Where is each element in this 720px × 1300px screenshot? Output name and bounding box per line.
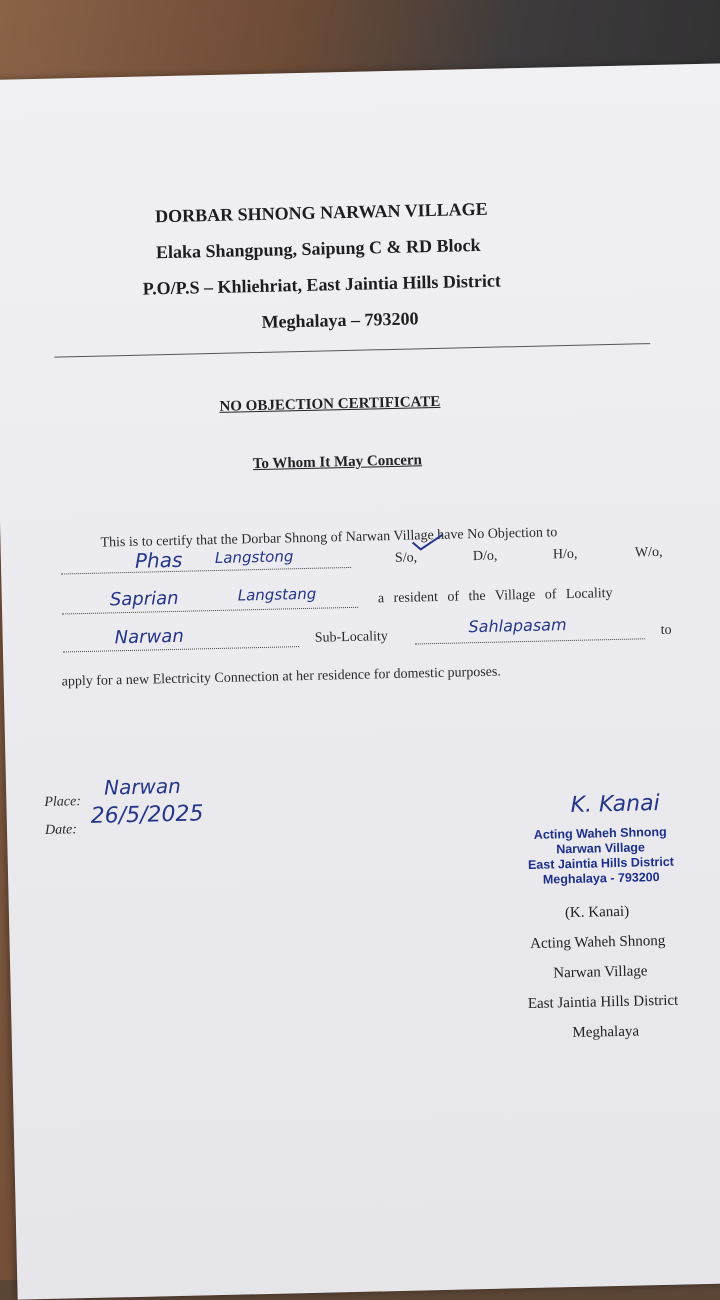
stamp-line: East Jaintia Hills District xyxy=(527,854,675,872)
handwritten-name-last: Langstong xyxy=(214,547,294,568)
handwritten-parent-first: Saprian xyxy=(109,587,179,611)
check-mark-icon xyxy=(410,532,444,553)
signatory-designation: Acting Waheh Shnong xyxy=(529,932,666,952)
signatory-state: Meghalaya xyxy=(572,1023,640,1042)
certificate-intro: This is to certify that the Dorbar Shnong of Narwan Village have No Objection to xyxy=(100,525,558,551)
stamp-line: Narwan Village xyxy=(556,840,646,857)
relation-so: S/o, xyxy=(394,550,418,566)
official-stamp xyxy=(505,824,696,888)
relation-ho: H/o, xyxy=(552,546,578,563)
sub-locality-label: Sub-Locality xyxy=(314,629,389,646)
letterhead-state: Meghalaya – 793200 xyxy=(261,308,419,332)
letterhead-title: DORBAR SHNONG NARWAN VILLAGE xyxy=(154,198,488,227)
to-word: to xyxy=(660,622,672,638)
parent-dotted-line xyxy=(62,606,358,615)
certificate-paper xyxy=(0,63,720,1300)
handwritten-place: Narwan xyxy=(103,773,182,800)
relation-wo: W/o, xyxy=(634,544,663,561)
signatory-name: (K. Kanai) xyxy=(564,903,630,922)
handwritten-parent-last: Langstang xyxy=(237,584,317,605)
stamp-line: Meghalaya - 793200 xyxy=(542,870,660,887)
sub-locality-dotted-line xyxy=(415,637,645,644)
resident-text: a resident of the Village of Locality xyxy=(377,586,613,607)
header-divider xyxy=(54,343,650,358)
letterhead-address: Elaka Shangpung, Saipung C & RD Block xyxy=(155,234,481,263)
signatory-district: East Jaintia Hills District xyxy=(527,992,679,1013)
handwritten-signature: K. Kanai xyxy=(570,790,660,819)
handwritten-name-first: Phas xyxy=(134,547,183,573)
handwritten-date: 26/5/2025 xyxy=(90,801,204,829)
certificate-salutation: To Whom It May Concern xyxy=(252,452,423,473)
certificate-title: NO OBJECTION CERTIFICATE xyxy=(219,393,441,415)
name-dotted-line xyxy=(61,566,351,575)
place-label: Place: xyxy=(44,794,82,810)
handwritten-village: Narwan xyxy=(114,625,184,649)
letterhead-post-office: P.O/P.S – Khliehriat, East Jaintia Hills District xyxy=(142,270,502,299)
certificate-purpose: apply for a new Electricity Connection at her residence for domestic purposes. xyxy=(61,664,502,690)
signatory-village: Narwan Village xyxy=(553,963,648,982)
relation-do: D/o, xyxy=(472,548,498,565)
handwritten-sub-locality: Sahlapasam xyxy=(468,615,567,637)
date-label: Date: xyxy=(44,822,78,838)
stamp-line: Acting Waheh Shnong xyxy=(533,824,667,842)
